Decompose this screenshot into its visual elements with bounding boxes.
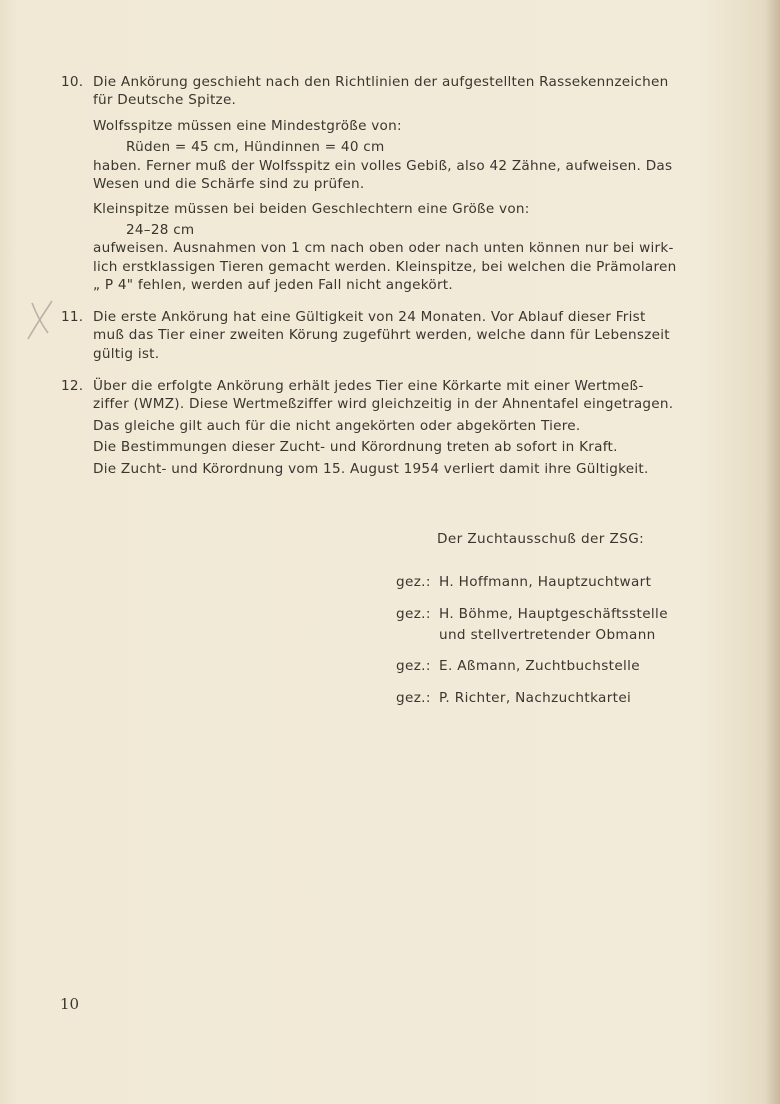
committee-title: Der Zuchtausschuß der ZSG: xyxy=(437,531,645,547)
text-line: Kleinspitze müssen bei beiden Geschlechtern eine Größe von: xyxy=(93,201,530,218)
signature-row xyxy=(396,688,632,708)
text-line: Die Zucht- und Körordnung vom 15. August 1954 verliert damit ihre Gültigkeit. xyxy=(93,460,649,477)
text-line: Wolfsspitze müssen eine Mindestgröße von: xyxy=(93,117,402,134)
text-line: haben. Ferner muß der Wolfsspitz ein volles Gebiß, also 42 Zähne, aufweisen. Das xyxy=(93,157,673,174)
signature-name: E. Aßmann, Zuchtbuchstelle xyxy=(439,658,641,674)
signature-role: und stellvertretender Obmann xyxy=(439,627,656,643)
section-11 xyxy=(61,308,691,363)
text-line: ziffer (WMZ). Diese Wertmeßziffer wird gleichzeitig in der Ahnentafel eingetragen. xyxy=(93,396,674,413)
signature-label: gez.: xyxy=(396,574,431,590)
signature-name: H. Hoffmann, Hauptzuchtwart xyxy=(439,574,652,590)
section-number: 12. xyxy=(61,378,84,394)
handwritten-cross-mark xyxy=(18,295,58,343)
section-12 xyxy=(61,377,691,478)
section-number: 11. xyxy=(61,309,84,325)
signature-name: H. Böhme, Hauptgeschäftsstelle xyxy=(439,606,668,622)
text-line: aufweisen. Ausnahmen von 1 cm nach oben oder nach unten können nur bei wirk- xyxy=(93,240,674,257)
page-number: 10 xyxy=(60,995,80,1013)
text-line: muß das Tier einer zweiten Körung zugeführt werden, welche dann für Lebenszeit xyxy=(93,327,670,344)
section-number: 10. xyxy=(61,74,84,90)
text-line: Über die erfolgte Ankörung erhält jedes Tier eine Körkarte mit einer Wertmeß- xyxy=(93,378,644,394)
section-10 xyxy=(61,73,691,294)
signature-row xyxy=(396,572,652,592)
text-line: Die Ankörung geschieht nach den Richtlinien der aufgestellten Rassekennzeichen xyxy=(93,74,669,90)
page-edge-shadow xyxy=(766,0,780,1104)
text-line: „ P 4" fehlen, werden auf jeden Fall nicht angekört. xyxy=(93,277,453,294)
signature-row xyxy=(396,604,668,643)
signature-name: P. Richter, Nachzuchtkartei xyxy=(439,690,632,706)
signature-label: gez.: xyxy=(396,658,431,674)
text-line: gültig ist. xyxy=(93,345,160,362)
text-line: Wesen und die Schärfe sind zu prüfen. xyxy=(93,176,365,193)
text-line: Die erste Ankörung hat eine Gültigkeit von 24 Monaten. Vor Ablauf dieser Frist xyxy=(93,309,646,325)
signature-row xyxy=(396,656,641,676)
text-line: für Deutsche Spitze. xyxy=(93,92,237,109)
text-line: 24–28 cm xyxy=(126,221,195,238)
text-line: Das gleiche gilt auch für die nicht angekörten oder abgekörten Tiere. xyxy=(93,417,581,434)
text-line: Die Bestimmungen dieser Zucht- und Körordnung treten ab sofort in Kraft. xyxy=(93,439,618,456)
signature-label: gez.: xyxy=(396,690,431,706)
signature-label: gez.: xyxy=(396,606,431,622)
text-line: Rüden = 45 cm, Hündinnen = 40 cm xyxy=(126,139,385,156)
text-line: lich erstklassigen Tieren gemacht werden. Kleinspitze, bei welchen die Prämolaren xyxy=(93,258,677,275)
